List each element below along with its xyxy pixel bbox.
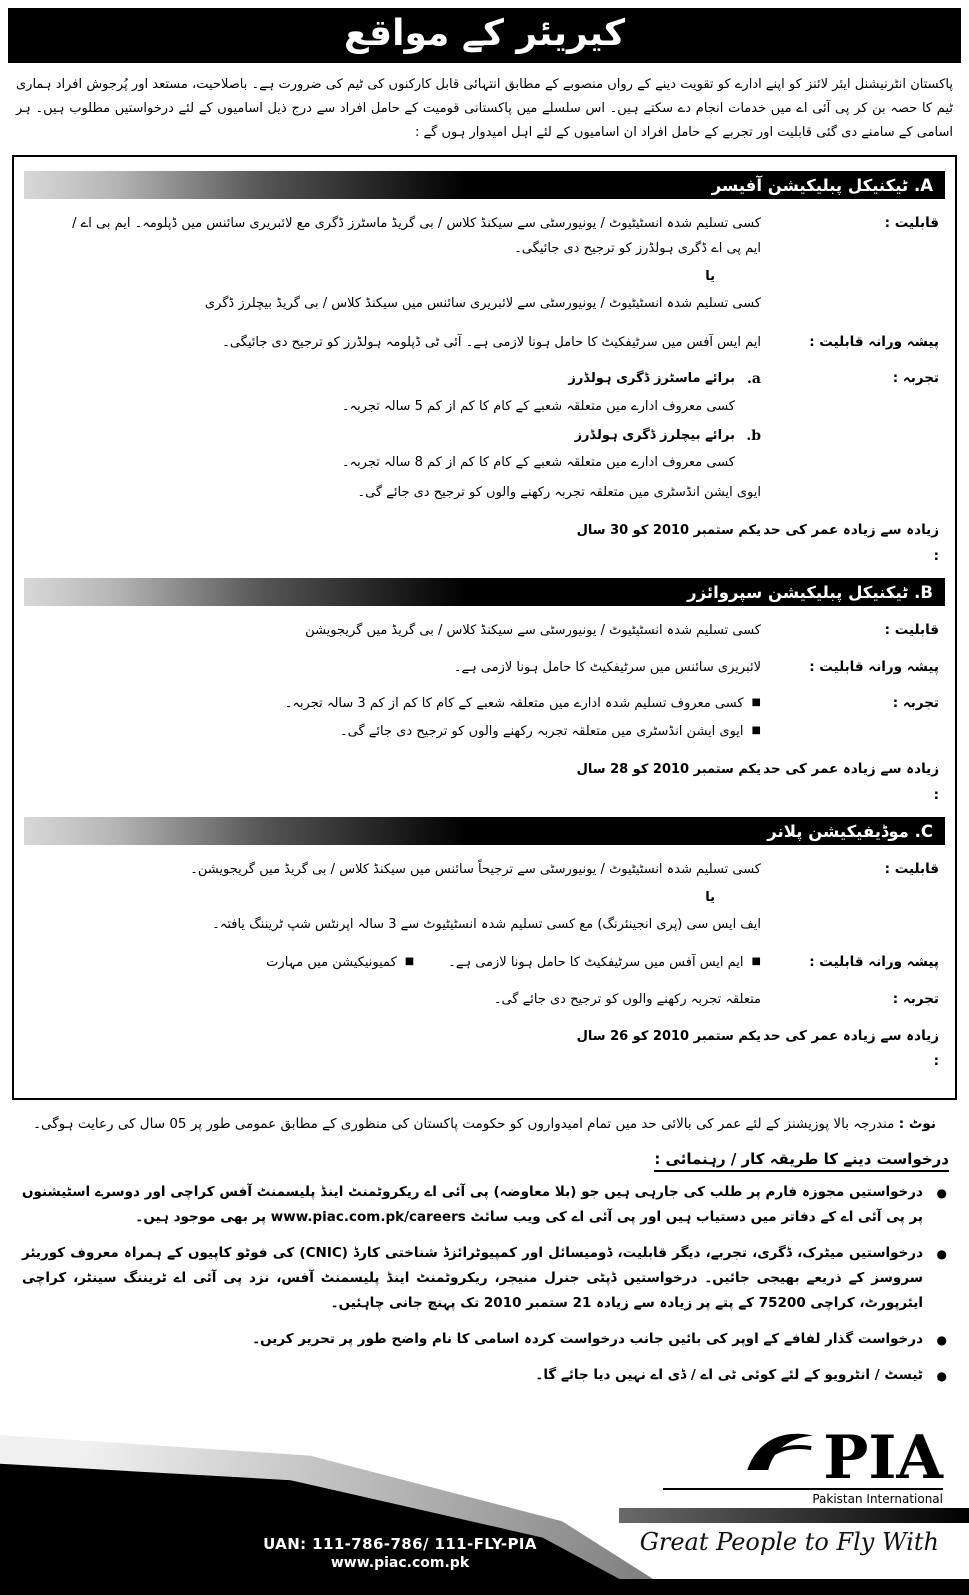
experience-label: تجربہ : bbox=[892, 991, 939, 1008]
experience-content bbox=[30, 366, 761, 507]
experience-item-b bbox=[60, 423, 761, 478]
age-limit-label: زیادہ سے زیادہ عمر کی حد : bbox=[763, 521, 939, 564]
experience-item-letter: a. bbox=[747, 371, 761, 388]
uan-number: UAN: 111-786-786/ 111-FLY-PIA bbox=[263, 1535, 537, 1553]
qualification-row bbox=[24, 855, 945, 941]
or-separator: یا bbox=[705, 889, 715, 905]
application-item-text: پر بھی موجود ہیں۔ bbox=[135, 1209, 267, 1226]
bullet-icon: ● bbox=[936, 1247, 947, 1262]
bullet-icon: ● bbox=[936, 1186, 947, 1201]
masthead-banner bbox=[8, 8, 961, 63]
section-b-title: B. ٹیکنیکل پبلیکیشن سپروائزر bbox=[687, 582, 933, 602]
experience-bullet-text: کسی معروف تسلیم شدہ ادارے میں متعلقہ شعبے کے کام کا کم از کم 3 سالہ تجربہ۔ bbox=[284, 696, 744, 712]
footer bbox=[0, 1390, 969, 1595]
page-title: کیریئر کے مواقع bbox=[343, 13, 626, 54]
experience-label: تجربہ : bbox=[892, 370, 939, 387]
application-item-text: ٹیسٹ / انٹرویو کے لئے کوئی ٹی اے / ڈی اے نہیں دیا جائے گا۔ bbox=[535, 1367, 923, 1384]
application-item-text: درخواست گذار لفافے کے اوپر کی بائیں جانب درخواست کردہ اسامی کا نام واضح طور پر تحریر کریں۔ bbox=[252, 1331, 923, 1348]
qualification-label: قابلیت : bbox=[884, 861, 939, 878]
experience-content bbox=[30, 691, 761, 746]
experience-item-body bbox=[60, 423, 735, 478]
application-item-forms bbox=[22, 1180, 947, 1230]
application-procedure-heading bbox=[0, 1138, 969, 1170]
section-a-title: A. ٹیکنیکل پبلیکیشن آفیسر bbox=[711, 175, 933, 195]
section-c-title: C. موڈیفیکیشن پلانر bbox=[767, 821, 933, 841]
experience-item-title: برائے ماسٹرز ڈگری ہولڈرز bbox=[568, 371, 735, 387]
section-a-header-bar bbox=[24, 171, 945, 199]
experience-item-desc: کسی معروف ادارے میں متعلقہ شعبے کے کام کا کم از کم 8 سالہ تجربہ۔ bbox=[341, 455, 735, 471]
square-bullet-icon: ■ bbox=[751, 724, 761, 736]
professional-qualification-row bbox=[24, 328, 945, 358]
age-limit-row bbox=[24, 755, 945, 810]
square-bullet-icon: ■ bbox=[404, 956, 415, 968]
professional-qualification-label: پیشہ ورانہ قابلیت : bbox=[809, 954, 939, 971]
footer-accent-band bbox=[619, 1508, 969, 1523]
section-c-header-bar bbox=[24, 817, 945, 845]
experience-item-body bbox=[60, 366, 735, 421]
contact-block bbox=[235, 1535, 565, 1571]
experience-content: متعلقہ تجربہ رکھنے والوں کو ترجیح دی جائے گی۔ bbox=[493, 992, 761, 1008]
professional-qualification-label: پیشہ ورانہ قابلیت : bbox=[809, 333, 939, 350]
professional-qualification-row bbox=[24, 948, 945, 978]
age-limit-value: یکم ستمبر 2010 کو 30 سال bbox=[576, 522, 761, 538]
or-separator: یا bbox=[705, 268, 715, 284]
experience-row bbox=[24, 985, 945, 1015]
job-section-b bbox=[24, 578, 945, 810]
age-limit-row bbox=[24, 516, 945, 571]
pia-logo-row bbox=[663, 1423, 943, 1493]
application-item-no-ta-da bbox=[22, 1363, 947, 1388]
experience-label: تجربہ : bbox=[892, 695, 939, 712]
professional-qualification-content: ایم ایس آفس میں سرٹیفکیٹ کا حامل ہونا لازمی ہے۔ آئی ٹی ڈپلومہ ہولڈرز کو ترجیح دی جائیگی۔ bbox=[222, 334, 761, 350]
application-item-documents bbox=[22, 1241, 947, 1316]
qualification-content bbox=[30, 211, 761, 318]
experience-bullet-text: ایوی ایشن انڈسٹری میں متعلقہ تجربہ رکھنے والوں کو ترجیح دی جائے گی۔ bbox=[340, 723, 744, 739]
pia-logo-subtitle: Pakistan International bbox=[663, 1488, 943, 1506]
age-limit-value: یکم ستمبر 2010 کو 28 سال bbox=[576, 762, 761, 778]
bullet-icon: ● bbox=[936, 1369, 947, 1384]
pia-logo-mark-icon bbox=[741, 1424, 819, 1484]
bottom-black-strip bbox=[0, 1579, 969, 1595]
application-item-text: درخواستیں میٹرک، ڈگری، تجربے، دیگر قابلیت، ڈومیسائل اور کمپیوٹرائزڈ شناختی کارڈ (CNIC) کی فوٹو کاپیوں کے ہمراہ معروف کوریئر سروسز کے ذریعے بھیجی جائیں۔ درخواستیں ڈپٹی جنرل منیجر، ریکروٹمنٹ اینڈ پلیسمنٹ آفس، نزد پی آئی اے ٹریننگ سینٹر، کراچی ایئرپورٹ، کراچی 75200 کے پتے پر زیادہ سے زیادہ 21 ستمبر 2010 تک پہنچ جانی چاہئیں۔ bbox=[22, 1245, 923, 1312]
professional-qualification-row bbox=[24, 653, 945, 683]
age-limit-label: زیادہ سے زیادہ عمر کی حد : bbox=[763, 1027, 939, 1070]
square-bullet-icon: ■ bbox=[751, 956, 761, 968]
age-limit-label: زیادہ سے زیادہ عمر کی حد : bbox=[763, 761, 939, 803]
pia-logo-text: PIA bbox=[823, 1423, 943, 1493]
professional-qualification-label: پیشہ ورانہ قابلیت : bbox=[809, 658, 939, 675]
experience-note: ایوی ایشن انڈسٹری میں متعلقہ تجربہ رکھنے والوں کو ترجیح دی جائے گی۔ bbox=[357, 484, 761, 500]
professional-qualification-item: ایم ایس آفس میں سرٹیفکیٹ کا حامل ہونا لازمی ہے۔ bbox=[448, 955, 744, 971]
qualification-label: قابلیت : bbox=[884, 622, 939, 639]
experience-row bbox=[24, 364, 945, 509]
qualification-label: قابلیت : bbox=[884, 215, 939, 232]
careers-url: www.piac.com.pk/careers bbox=[270, 1209, 466, 1226]
qualification-content: کسی تسلیم شدہ انسٹیٹیوٹ / یونیورسٹی سے سیکنڈ کلاس / بی گریڈ میں گریجویشن bbox=[305, 623, 761, 639]
jobs-box bbox=[12, 155, 957, 1100]
intro-paragraph: پاکستان انٹرنیشنل ایئر لائنز کو اپنے ادارے کو تقویت دینے کے رواں منصوبے کے مطابق انتہائی قابل کارکنوں کی ٹیم کی ضرورت ہے۔ باصلاحیت، مستعد اور پُرجوش افراد ہماری ٹیم کا حصہ بن کر پی آئی اے میں خدمات انجام دے سکتے ہیں۔ اس سلسلے میں پاکستانی قومیت کے حامل افراد سے درج ذیل اسامیوں کے لئے درخواستیں مطلوب ہیں۔ ہر اسامی کے سامنے دی گئی قابلیت اور تجربے کے حامل افراد ان اسامیوں کے لئے اہل امیدوار ہوں گے : bbox=[16, 77, 953, 141]
application-item-envelope bbox=[22, 1327, 947, 1352]
section-b-header-bar bbox=[24, 578, 945, 606]
qualification-row bbox=[24, 616, 945, 646]
note-line bbox=[0, 1100, 969, 1138]
experience-item-a bbox=[60, 366, 761, 421]
experience-bullet-item bbox=[60, 691, 761, 716]
application-procedure-heading-text: درخواست دینے کا طریقہ کار / رہنمائی : bbox=[654, 1150, 949, 1172]
experience-item-desc: کسی معروف ادارے میں متعلقہ شعبے کے کام کا کم از کم 5 سالہ تجربہ۔ bbox=[341, 398, 735, 414]
website-url: www.piac.com.pk bbox=[330, 1555, 470, 1571]
qualification-row bbox=[24, 209, 945, 320]
pia-logo-block bbox=[663, 1424, 943, 1506]
professional-qualification-content bbox=[30, 950, 761, 976]
job-section-c bbox=[24, 817, 945, 1077]
qualification-content bbox=[30, 857, 761, 939]
experience-item-title: برائے بیچلرز ڈگری ہولڈرز bbox=[574, 427, 735, 443]
qualification-text: کسی تسلیم شدہ انسٹیٹیوٹ / یونیورسٹی سے سیکنڈ کلاس / بی گریڈ ماسٹرز ڈگری مع لائبریری سائنس میں ڈپلومہ۔ ایم بی اے / ایم پی اے ڈگری ہولڈرز کو ترجیح دی جائیگی۔ bbox=[72, 216, 761, 257]
qualification-text-alt: کسی تسلیم شدہ انسٹیٹیوٹ / یونیورسٹی سے لائبریری سائنس میں سیکنڈ کلاس / بی گریڈ بیچلرز ڈگری bbox=[204, 296, 761, 312]
experience-row bbox=[24, 689, 945, 748]
tagline: Great People to Fly With bbox=[639, 1528, 939, 1556]
qualification-text: کسی تسلیم شدہ انسٹیٹیوٹ / یونیورسٹی سے ترجیحاً سائنس میں سیکنڈ کلاس / بی گریڈ میں گریجویشن۔ bbox=[190, 862, 761, 878]
note-text: مندرجہ بالا پوزیشنز کے لئے عمر کی بالائی حد میں تمام امیدواروں کو حکومت پاکستان کی منظوری کے مطابق عمومی طور پر 05 سال کی رعایت ہوگی۔ bbox=[33, 1116, 895, 1132]
square-bullet-icon: ■ bbox=[751, 697, 761, 709]
qualification-text-alt: ایف ایس سی (پری انجینئرنگ) مع کسی تسلیم شدہ انسٹیٹیوٹ سے 3 سالہ اپرنٹس شپ ٹریننگ یافتہ۔ bbox=[212, 917, 761, 933]
application-procedure-list bbox=[0, 1170, 969, 1388]
age-limit-row bbox=[24, 1022, 945, 1077]
experience-item-letter: b. bbox=[746, 427, 761, 444]
experience-bullet-item bbox=[60, 719, 761, 744]
professional-qualification-item: کمیونیکیشن میں مہارت bbox=[266, 955, 397, 971]
bullet-icon: ● bbox=[936, 1333, 947, 1348]
job-section-a bbox=[24, 171, 945, 571]
application-item-text: درخواستیں مجوزہ فارم پر طلب کی جارہی ہیں جو (بلا معاوضہ) پی آئی اے ریکروٹمنٹ اینڈ پلیسمنٹ آفس کراچی اور دوسرے اسٹیشنوں پر پی آئی اے کے دفاتر میں دستیاب ہیں اور پی آئی اے کی ویب سائٹ bbox=[22, 1184, 923, 1226]
professional-qualification-content: لائبریری سائنس میں سرٹیفکیٹ کا حامل ہونا لازمی ہے۔ bbox=[453, 659, 761, 675]
note-label: نوٹ : bbox=[898, 1116, 936, 1132]
age-limit-value: یکم ستمبر 2010 کو 26 سال bbox=[576, 1028, 761, 1044]
